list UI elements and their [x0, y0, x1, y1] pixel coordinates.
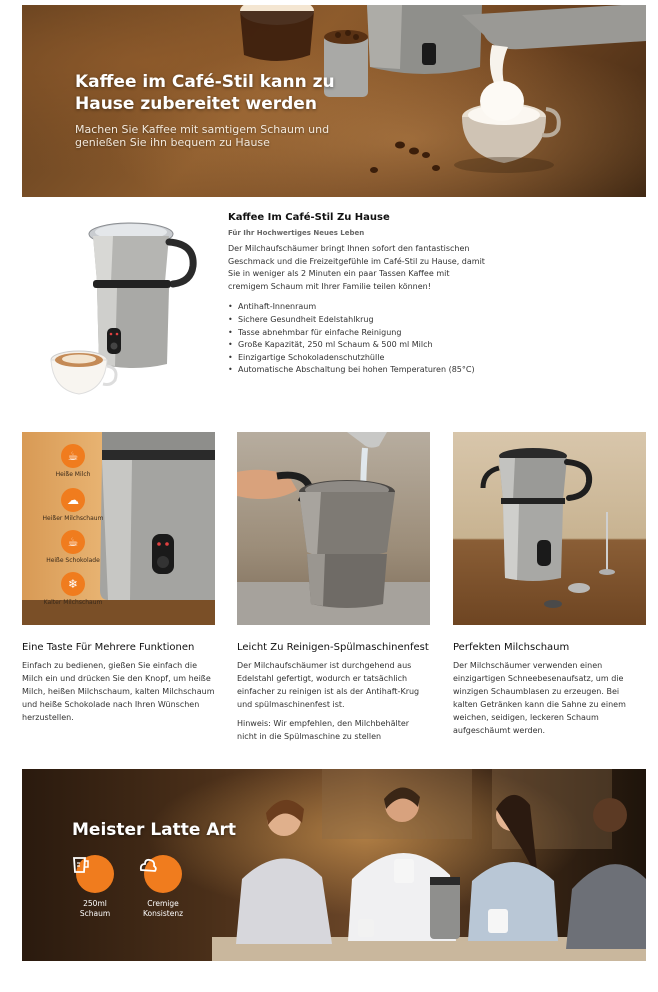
column-foam — [453, 642, 646, 737]
hero-banner — [22, 5, 646, 197]
function-cold-foam: ❄ Kalter Milchschaum — [32, 572, 114, 606]
feature-item: • Große Kapazität, 250 ml Schaum & 500 ml Milch — [228, 339, 488, 352]
hero-subtitle: Machen Sie Kaffee mit samtigem Schaum und genießen Sie ihn bequem zu Hause — [75, 123, 330, 149]
feature-item: • Automatische Abschaltung bei hohen Temperaturen (85°C) — [228, 364, 488, 377]
rinsing-jug-illustration — [237, 432, 430, 625]
feature-item: • Antihaft-Innenraum — [228, 301, 488, 314]
foam-image — [453, 432, 646, 625]
cleaning-image — [237, 432, 430, 625]
measuring-cup-icon — [76, 855, 114, 893]
column-title: Leicht Zu Reinigen-Spülmaschinenfest — [237, 642, 429, 653]
snowflake-icon: ❄ — [61, 572, 85, 596]
feature-list — [228, 301, 488, 377]
banner-title: Meister Latte Art — [72, 820, 237, 840]
column-note: Hinweis: Wir empfehlen, den Milchbehälter nicht in die Spülmaschine zu stellen — [237, 719, 410, 741]
column-title: Eine Taste Für Mehrere Funktionen — [22, 642, 195, 653]
badge-consistency: Cremige Konsistenz — [138, 855, 188, 919]
feature-item: • Einzigartige Schokoladenschutzhülle — [228, 352, 488, 365]
intro-body: Der Milchaufschäumer bringt Ihnen sofort den fantastischen Geschmack und die Freizeitgefühle im Café-Stil zu Hause, damit Sie in weniger als 2 Minuten ein paar Tassen Kaffee mit cremigem Schaum mit Ihrer Familie teilen können! — [228, 244, 485, 291]
intro-subheading: Für Ihr Hochwertiges Neues Leben — [228, 229, 365, 237]
column-functions — [22, 642, 215, 724]
feature-item: • Sichere Gesundheit Edelstahlkrug — [228, 314, 488, 327]
intro-section — [228, 212, 488, 377]
function-hot-foam: ☁ Heißer Milchschaum — [32, 488, 114, 522]
latte-art-banner — [22, 769, 646, 961]
column-body: Einfach zu bedienen, gießen Sie einfach die Milch ein und drücken Sie den Knopf, um heiße Milch, heißen Milchschaum, kalten Milchschaum und heiße Schokolade nach Ihren Wünschen herzustellen. — [22, 661, 215, 722]
column-title: Perfekten Milchschaum — [453, 642, 570, 653]
hero-title: Kaffee im Café-Stil kann zu Hause zubereitet werden — [75, 72, 335, 114]
feature-item: • Tasse abnehmbar für einfache Reinigung — [228, 327, 488, 340]
function-hot-milk: ☕ Heiße Milch — [32, 444, 114, 478]
hot-milk-icon: ☕ — [61, 444, 85, 468]
column-body: Der Milchaufschäumer ist durchgehend aus Edelstahl gefertigt, wodurch er tatsächlich einfacher zu reinigen ist als der Antihaft-Krug und spülmaschinenfest ist. — [237, 661, 420, 709]
badge-capacity: 250ml Schaum — [70, 855, 120, 919]
intro-heading: Kaffee Im Café-Stil Zu Hause — [228, 212, 390, 223]
functions-image — [22, 432, 215, 625]
frother-whisk-illustration — [453, 432, 646, 625]
hot-chocolate-icon: ☕ — [61, 530, 85, 554]
cream-icon — [144, 855, 182, 893]
milk-frother-icon — [45, 210, 205, 402]
column-cleaning — [237, 642, 430, 743]
product-image — [45, 210, 205, 402]
column-body: Der Milchschäumer verwenden einen einzigartigen Schneebesenaufsatz, um die winzigen Schaumblasen zu erzeugen. Bei kalten Getränken kann die Sahne zu einem weichen, seidigen, leckeren Schaum aufgeschäumt werden. — [453, 661, 626, 735]
hot-foam-icon: ☁ — [61, 488, 85, 512]
function-hot-chocolate: ☕ Heiße Schokolade — [32, 530, 114, 564]
